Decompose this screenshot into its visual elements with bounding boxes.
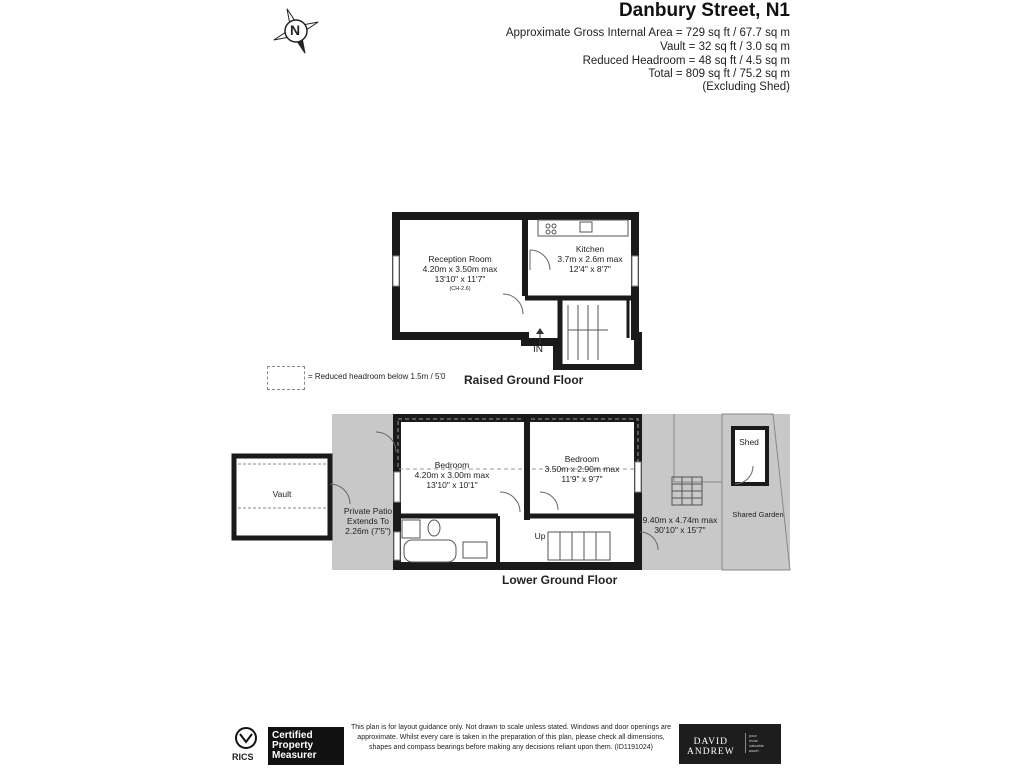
bedroom-2-label	[532, 454, 632, 484]
reception-room-ceiling-height: (CH-2.6)	[449, 286, 471, 292]
excluding-shed-text: (Excluding Shed)	[702, 81, 790, 93]
garden-dimensions-label	[640, 515, 720, 535]
bedroom-2-imperial: 11'9" x 9'7"	[561, 474, 603, 484]
reduced-headroom-legend-swatch	[267, 366, 305, 390]
bedroom-1-imperial: 13'10" x 10'1"	[426, 480, 478, 490]
garden-metric: 9.40m x 4.74m max	[642, 515, 718, 525]
patio-line-1: Private Patio	[343, 506, 393, 516]
reduced-headroom-text: Reduced Headroom = 48 sq ft / 4.5 sq m	[582, 55, 790, 67]
property-title: Danbury Street, N1	[618, 0, 790, 21]
rics-text: RICS	[232, 752, 254, 762]
agent-logo	[679, 724, 781, 764]
reception-room-imperial: 13'10" x 11'7"	[434, 274, 486, 284]
patio-line-3: 2.26m (7'5")	[345, 526, 391, 536]
bedroom-2-metric: 3.50m x 2.90m max	[544, 464, 620, 474]
reception-room-name: Reception Room	[428, 254, 492, 264]
disclaimer-text: This plan is for layout guidance only. Not drawn to scale unless stated. Windows and door openings are approximate. Whilst every care is taken in the preparation of this plan, please check all dimensions, shapes and compass bearings before making any decisions reliant upon them. (ID1191024)	[350, 724, 672, 751]
bedroom-1-metric: 4.20m x 3.00m max	[414, 470, 490, 480]
shed-label: Shed	[739, 437, 759, 447]
agent-name	[687, 737, 735, 757]
compass-north-letter: N	[290, 22, 301, 38]
kitchen-metric: 3.7m x 2.6m max	[557, 254, 623, 264]
gross-area-text: Approximate Gross Internal Area = 729 sq ft / 67.7 sq m	[505, 27, 790, 39]
stairs-up-label: Up	[534, 531, 546, 541]
reception-room-metric: 4.20m x 3.50m max	[422, 264, 498, 274]
agent-tagline-2: most	[749, 738, 758, 743]
patio-line-2: Extends To	[347, 516, 389, 526]
certified-property-measurer-badge	[268, 727, 344, 765]
lower-ground-floor-label: Lower Ground Floor	[502, 573, 618, 587]
shared-garden-label: Shared Garden	[732, 510, 784, 519]
bedroom-1-label	[402, 460, 502, 490]
agent-name-line-2: ANDREW	[687, 747, 735, 757]
kitchen-name: Kitchen	[575, 244, 605, 254]
raised-ground-floor-label: Raised Ground Floor	[464, 373, 584, 387]
reception-room-label	[400, 254, 520, 294]
reduced-headroom-legend-text: = Reduced headroom below 1.5m / 5'0	[308, 372, 446, 381]
private-patio-label	[336, 506, 400, 536]
cert-line-2: Property	[272, 740, 314, 751]
agent-tagline-3: valuable	[749, 743, 764, 748]
bedroom-2-name: Bedroom	[564, 454, 600, 464]
entrance-label: IN	[533, 344, 543, 355]
agent-tagline-1: your	[749, 733, 757, 738]
agent-tagline	[745, 733, 764, 753]
garden-imperial: 30'10" x 15'7"	[654, 525, 706, 535]
vault-area-text: Vault = 32 sq ft / 3.0 sq m	[660, 41, 790, 53]
cert-line-1: Certified	[272, 730, 313, 741]
agent-tagline-4: asset	[749, 748, 759, 753]
total-area-text: Total = 809 sq ft / 75.2 sq m	[648, 68, 790, 80]
kitchen-imperial: 12'4" x 8'7"	[569, 264, 611, 274]
kitchen-label	[540, 244, 640, 274]
bedroom-1-name: Bedroom	[434, 460, 470, 470]
agent-name-line-1: DAVID	[693, 737, 729, 747]
vault-label: Vault	[272, 489, 292, 499]
cert-line-3: Measurer	[272, 750, 317, 761]
lower-ground-floor-plan	[230, 412, 795, 574]
